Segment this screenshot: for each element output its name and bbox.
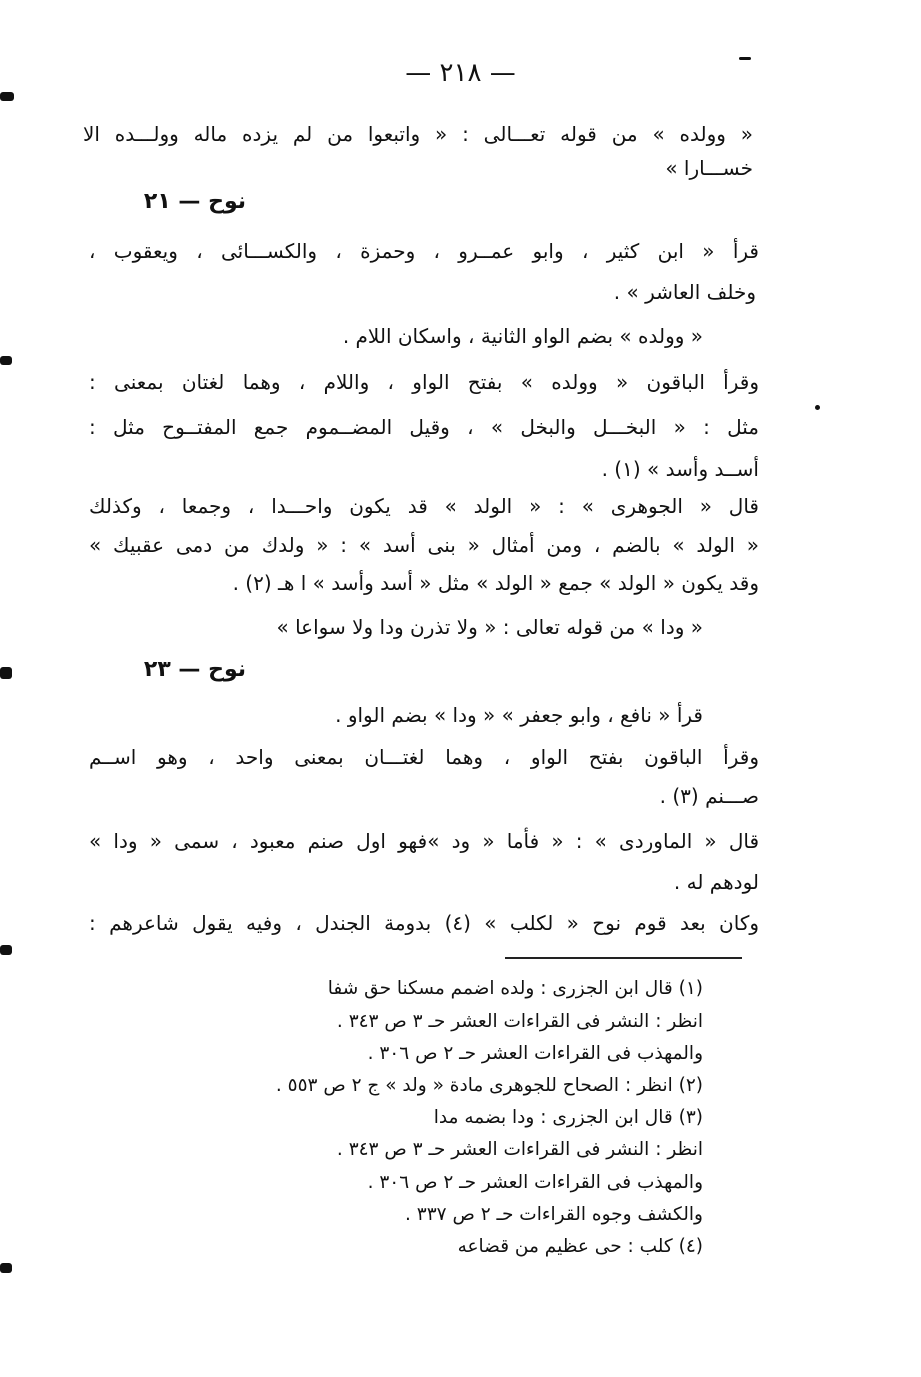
text-line: قال « الجوهرى » : « الولد » قد يكون واحـــدا ، وجمعا ، وكذلك <box>89 494 759 518</box>
footnote: (٢) انظر : الصحاح للجوهرى مادة « ولد » ج ٢ ص ٥٥٣ . <box>275 1075 703 1096</box>
text-line: لودهم له . <box>673 870 759 894</box>
footnote: انظر : النشر فى القراءات العشر حـ ٣ ص ٣٤٣ . <box>336 1011 703 1032</box>
footnote: والمهذب فى القراءات العشر حـ ٢ ص ٣٠٦ . <box>367 1172 703 1193</box>
text-line: « وولده » بضم الواو الثانية ، واسكان اللام . <box>342 324 703 348</box>
text-line: وقد يكون « الولد » جمع « الولد » مثل « أسد وأسد » ا هـ (٢) . <box>232 571 759 595</box>
footnote-separator <box>505 957 742 959</box>
text-line: وقرأ الباقون « وولده » بفتح الواو ، واللام ، وهما لغتان بمعنى : <box>89 370 759 394</box>
text-line: قرأ « ابن كثير ، وابو عمــرو ، وحمزة ، والكســـائى ، ويعقوب ، <box>89 239 759 263</box>
scan-mark <box>0 945 12 955</box>
page-number: — ٢١٨ — <box>405 58 516 88</box>
text-line: وقرأ الباقون بفتح الواو ، وهما لغتـــان بمعنى واحد ، وهو اســم <box>89 745 759 769</box>
scan-mark <box>0 667 12 679</box>
footnote: (٤) كلب : حى عظيم من قضاعه <box>457 1236 703 1257</box>
text-line: مثل : « البخـــل والبخل » ، وقيل المضــموم جمع المفتــوح مثل : <box>89 415 759 439</box>
footnote: (١) قال ابن الجزرى : ولده اضمم مسكنا حق شفا <box>327 978 703 999</box>
footnote: والكشف وجوه القراءات حـ ٢ ص ٣٣٧ . <box>405 1204 703 1225</box>
scan-mark <box>815 405 820 410</box>
surah-verse-heading: نوح — ٢٣ <box>143 657 246 682</box>
text-line: قال « الماوردى » : « فأما « ود »فهو اول صنم معبود ، سمى « ودا » <box>89 829 759 853</box>
text-line: أســد وأسد » (١) . <box>601 457 759 481</box>
text-line: وخلف العاشر » . <box>613 280 756 304</box>
text-line: قرأ « نافع ، وابو جعفر » « ودا » بضم الواو . <box>335 703 703 727</box>
text-line: صـــنم (٣) . <box>659 784 759 808</box>
footnote: (٣) قال ابن الجزرى : ودا بضمه مدا <box>433 1107 703 1128</box>
text-line: خســـارا » <box>665 156 753 180</box>
footnote: انظر : النشر فى القراءات العشر حـ ٣ ص ٣٤٣ . <box>336 1139 703 1160</box>
text-line: « ودا » من قوله تعالى : « ولا تذرن ودا ولا سواعا » <box>276 615 703 639</box>
scan-mark <box>0 92 14 101</box>
footnote: والمهذب فى القراءات العشر حـ ٢ ص ٣٠٦ . <box>367 1043 703 1064</box>
text-line: « وولده » من قوله تعـــالى : « واتبعوا من لم يزده ماله وولـــده الا <box>83 122 753 146</box>
scan-mark <box>0 356 12 365</box>
text-line: وكان بعد قوم نوح « لكلب » (٤) بدومة الجندل ، وفيه يقول شاعرهم : <box>89 911 760 935</box>
scan-mark <box>0 1263 12 1273</box>
text-line: « الولد » بالضم ، ومن أمثال « بنى أسد » : « ولدك من دمى عقبيك » <box>89 533 759 557</box>
surah-verse-heading: نوح — ٢١ <box>143 189 246 214</box>
